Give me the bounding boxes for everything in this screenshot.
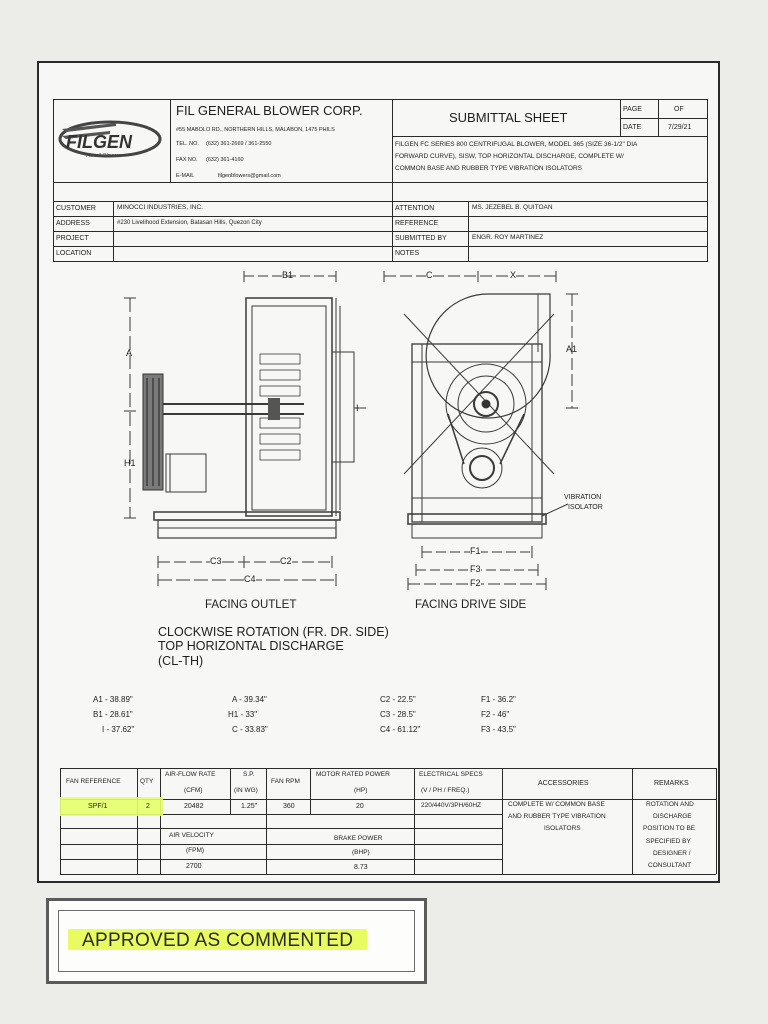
dim-label-i: I [356,403,359,413]
email-value: filgenblowers@gmail.com [218,173,281,179]
dimension-f3: F3 - 43.5" [481,725,516,734]
col-header-motor-1: MOTOR RATED POWER [316,771,390,778]
col-header-fan-rpm: FAN RPM [271,778,300,785]
address-label: ADDRESS [56,220,90,227]
rule [60,768,61,874]
page-value: OF [674,106,684,113]
rule [60,874,716,875]
tel-value: (632) 361-2669 / 361-2550 [206,141,272,147]
rule [53,216,707,217]
rotation-line-2: TOP HORIZONTAL DISCHARGE [158,639,344,653]
view-label-facing-drive-side: FACING DRIVE SIDE [415,599,527,611]
address-value: #230 Livelihood Extension, Batasan Hills, Quezon City [117,220,262,226]
rule [266,768,267,874]
logo-wordmark: FILGEN [66,132,132,152]
col-header-sp-2: (IN WG) [234,787,258,794]
rule [620,118,707,119]
remarks-line-3: POSITION TO BE [643,825,696,832]
date-value: 7/29/21 [668,124,692,131]
date-label: DATE [623,124,642,131]
description-line-1: FILGEN FC SERIES 800 CENTRIFUGAL BLOWER, MODEL 365 (SIZE 36-1/2" DIA [395,141,638,148]
dimension-f2: F2 - 46" [481,710,510,719]
attention-label: ATTENTION [395,205,435,212]
rule [170,99,171,182]
approval-stamp-text: APPROVED AS COMMENTED [68,929,367,950]
sp-value: 1.25" [241,803,258,810]
notes-label: NOTES [395,250,420,257]
col-header-airflow-1: AIR-FLOW RATE [165,771,216,778]
logo-tagline: Fans & Blowers [86,153,122,159]
motor-power-value: 20 [356,803,364,810]
rule [53,261,707,262]
company-address: #55 MABOLO RD., NORTHERN HILLS, MALABON, 1475 PHILS [176,127,335,133]
rule [392,99,393,262]
col-header-sp-1: S.P. [243,771,255,778]
sheet-title: SUBMITTAL SHEET [449,110,568,125]
dim-label-h1: H1 [124,458,136,468]
email-label: E-MAIL [176,173,195,179]
dimension-c4: C4 - 61.12" [380,725,421,734]
remarks-line-1: ROTATION AND [646,801,694,808]
rule [310,768,311,814]
col-header-electrical-1: ELECTRICAL SPECS [419,771,483,778]
col-header-air-velocity-1: AIR VELOCITY [169,832,214,839]
dimension-a1: A1 - 38.89" [93,695,133,704]
rule [60,768,716,769]
rule [113,201,114,261]
rule [53,246,707,247]
dimension-h1: H1 - 33" [228,710,258,719]
rule [160,768,161,874]
description-line-2: FORWARD CURVE), SISW, TOP HORIZONTAL DISCHARGE, COMPLETE W/ [395,153,624,160]
dimension-c: C - 33.83" [232,725,268,734]
rule [60,844,502,845]
remarks-line-2: DISCHARGE [653,813,692,820]
rule [137,768,138,874]
fax-label: FAX NO. [176,157,198,163]
vibration-isolator-label-2: ISOLATOR [568,504,603,511]
rule [632,768,633,874]
dimension-b1: B1 - 28.61" [93,710,133,719]
rotation-line-1: CLOCKWISE ROTATION (FR. DR. SIDE) [158,625,389,639]
tel-label: TEL. NO. [176,141,199,147]
remarks-line-6: CONSULTANT [648,862,692,869]
rule [716,768,717,874]
attention-value: MS. JEZEBEL B. QUITOAN [472,204,553,211]
dimension-a: A - 39.34" [232,695,267,704]
col-header-brake-power-1: BRAKE POWER [334,835,383,842]
rotation-line-3: (CL-TH) [158,654,204,668]
rule [468,201,469,261]
dim-label-c: C [426,270,433,280]
dim-label-c4: C4 [244,574,256,584]
qty-value: 2 [146,803,150,810]
page-label: PAGE [623,106,642,113]
rule [53,99,707,100]
air-velocity-value: 2700 [186,863,202,870]
rule [414,768,415,874]
rule [502,768,503,874]
col-header-brake-power-2: (BHP) [352,849,370,856]
electrical-value: 220/440V/3PH/60HZ [421,802,481,809]
dim-label-x: X [510,270,517,280]
drawing-facing-outlet [118,268,368,598]
description-line-3: COMMON BASE AND RUBBER TYPE VIBRATION ISOLATORS [395,165,582,172]
rule [53,231,707,232]
fan-reference-value: SPF/1 [88,803,108,810]
rule [53,182,707,183]
col-header-motor-2: (HP) [354,787,368,794]
submitted-value: ENGR. ROY MARTINEZ [472,234,544,241]
dim-label-f2: F2 [470,578,481,588]
col-header-accessories: ACCESSORIES [538,780,589,787]
col-header-air-velocity-2: (FPM) [186,847,205,854]
dim-label-c2: C2 [280,556,292,566]
accessories-line-3: ISOLATORS [544,825,581,832]
airflow-value: 20482 [184,803,204,810]
rule [230,768,231,814]
company-name: FIL GENERAL BLOWER CORP. [176,103,363,118]
dim-label-c3: C3 [210,556,222,566]
dim-label-f3: F3 [470,564,481,574]
rule [60,859,502,860]
company-logo [56,117,164,165]
dimension-i: I - 37.62" [102,725,135,734]
submitted-label: SUBMITTED BY [395,235,447,242]
col-header-electrical-2: (V / PH / FREQ.) [421,787,470,794]
fan-rpm-value: 360 [283,803,295,810]
view-label-facing-outlet: FACING OUTLET [205,599,297,611]
rule [60,828,502,829]
rule [707,99,708,262]
dimension-f1: F1 - 36.2" [481,695,516,704]
project-label: PROJECT [56,235,89,242]
vibration-isolator-label-1: VIBRATION [564,494,602,501]
brake-power-value: 8.73 [354,864,368,871]
dim-label-a1: A1 [566,344,578,354]
dim-label-a: A [126,348,133,358]
customer-label: CUSTOMER [56,205,96,212]
accessories-line-2: AND RUBBER TYPE VIBRATION [508,813,606,820]
rule [53,201,707,202]
dimension-c2: C2 - 22.5" [380,695,416,704]
rule [53,99,54,262]
rule [392,136,707,137]
dim-label-f1: F1 [470,546,481,556]
col-header-airflow-2: (CFM) [184,787,203,794]
customer-value: MINOCCI INDUSTRIES, INC. [117,204,203,211]
accessories-line-1: COMPLETE W/ COMMON BASE [508,801,605,808]
col-header-fan-reference: FAN REFERENCE [66,778,121,785]
col-header-qty: QTY [140,778,154,785]
remarks-line-4: SPECIFIED BY [646,838,691,845]
col-header-remarks: REMARKS [654,780,689,787]
drawing-facing-drive-side [378,268,628,598]
remarks-line-5: DESIGNER / [653,850,691,857]
fax-value: (632) 361-4160 [206,157,244,163]
dimension-c3: C3 - 28.5" [380,710,416,719]
reference-label: REFERENCE [395,220,439,227]
location-label: LOCATION [56,250,92,257]
dim-label-b1: B1 [282,270,294,280]
